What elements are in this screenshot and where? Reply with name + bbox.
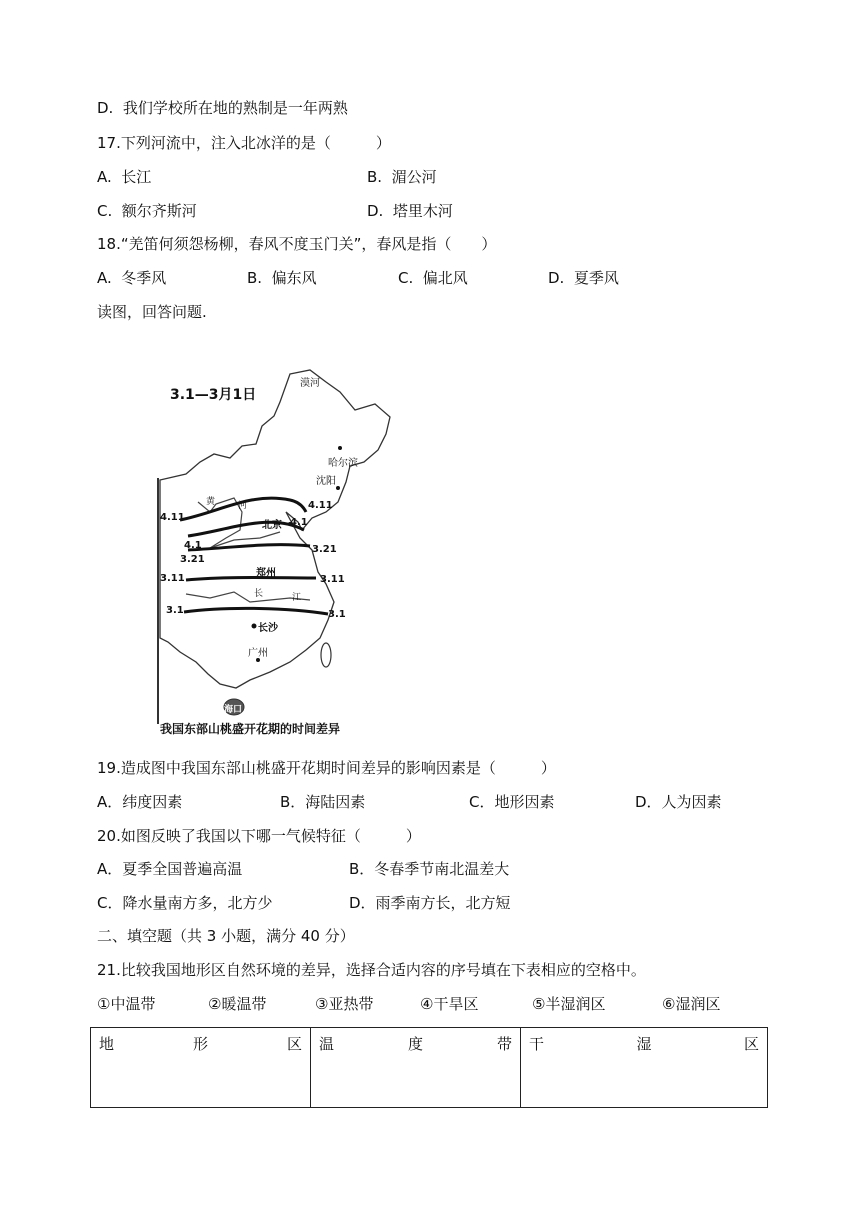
right-label-3-11: 3.11 bbox=[320, 574, 345, 585]
river-label-jiang: 江 bbox=[292, 593, 302, 603]
right-label-3-1: 3.1 bbox=[328, 609, 346, 620]
isoline-3-1 bbox=[184, 608, 328, 614]
table-header-row bbox=[91, 1028, 768, 1108]
q21-stem: 21.比较我国地形区自然环境的差异，选择合适内容的序号填在下表相应的空格中。 bbox=[97, 961, 646, 979]
map-date-range: 3.1—3月1日 bbox=[170, 387, 257, 403]
q19-option-b: B．海陆因素 bbox=[280, 793, 366, 811]
q21-answer-table bbox=[90, 1027, 768, 1108]
taiwan-island bbox=[321, 643, 331, 667]
river-label-he: 河 bbox=[238, 501, 248, 511]
header-char: 干 bbox=[529, 1035, 545, 1053]
q18-stem: 18.“羌笛何须怨杨柳，春风不度玉门关”，春风是指（ ） bbox=[97, 235, 497, 253]
harbin-dot bbox=[338, 446, 342, 450]
q16-option-d: D. 我们学校所在地的熟制是一年两熟 bbox=[97, 99, 348, 117]
left-label-3-1: 3.1 bbox=[166, 605, 184, 616]
q18-option-d: D. 夏季风 bbox=[548, 269, 619, 287]
right-label-3-21: 3.21 bbox=[312, 544, 337, 555]
q17-option-d: D. 塔里木河 bbox=[367, 202, 453, 220]
header-dry-wet-region bbox=[521, 1028, 768, 1108]
left-label-3-11: 3.11 bbox=[160, 573, 185, 584]
q20-option-a: A．夏季全国普遍高温 bbox=[97, 860, 243, 878]
q20-option-c: C．降水量南方多，北方少 bbox=[97, 894, 273, 912]
isoline-4-1 bbox=[188, 522, 304, 536]
shenyang-dot bbox=[336, 486, 340, 490]
map-caption: 我国东部山桃盛开花期的时间差异 bbox=[160, 722, 341, 736]
section-2-heading: 二、填空题（共 3 小题，满分 40 分） bbox=[97, 927, 355, 945]
city-haikou: 海口 bbox=[224, 705, 243, 715]
q21-choice-5: ⑤半湿润区 bbox=[532, 995, 606, 1013]
q21-choice-2: ②暖温带 bbox=[208, 995, 267, 1013]
header-char: 温 bbox=[319, 1035, 335, 1053]
changsha-dot bbox=[252, 624, 257, 629]
q21-choice-4: ④干旱区 bbox=[420, 995, 479, 1013]
header-char: 形 bbox=[192, 1035, 208, 1053]
q17-option-a: A. 长江 bbox=[97, 168, 152, 186]
isoline-3-21 bbox=[188, 545, 310, 550]
q17-option-b: B. 湄公河 bbox=[367, 168, 437, 186]
q18-option-b: B. 偏东风 bbox=[247, 269, 317, 287]
city-changsha: 长沙 bbox=[258, 623, 278, 634]
q21-choice-1: ①中温带 bbox=[97, 995, 156, 1013]
q18-option-c: C. 偏北风 bbox=[398, 269, 468, 287]
q21-choice-3: ③亚热带 bbox=[315, 995, 374, 1013]
left-label-3-21: 3.21 bbox=[180, 554, 205, 565]
city-beijing: 北京 bbox=[262, 520, 282, 531]
q17-stem: 17.下列河流中，注入北冰洋的是（ ） bbox=[97, 134, 391, 152]
q20-option-d: D．雨季南方长，北方短 bbox=[349, 894, 511, 912]
q20-stem: 20.如图反映了我国以下哪一气候特征（ ） bbox=[97, 827, 421, 845]
header-temperature-zone bbox=[311, 1028, 521, 1108]
left-label-4-11: 4.11 bbox=[160, 512, 185, 523]
q21-choice-6: ⑥湿润区 bbox=[662, 995, 721, 1013]
river-label-huang: 黄 bbox=[206, 497, 216, 507]
header-char: 区 bbox=[743, 1035, 759, 1053]
header-char: 地 bbox=[99, 1035, 115, 1053]
q19-option-d: D．人为因素 bbox=[635, 793, 722, 811]
q18-option-a: A. 冬季风 bbox=[97, 269, 167, 287]
header-landform-region bbox=[91, 1028, 311, 1108]
right-label-4-1: 4.1 bbox=[290, 517, 308, 528]
isoline-3-11 bbox=[186, 578, 316, 581]
header-char: 湿 bbox=[636, 1035, 652, 1053]
header-char: 区 bbox=[286, 1035, 302, 1053]
city-zhengzhou: 郑州 bbox=[256, 568, 276, 579]
header-char: 带 bbox=[496, 1035, 512, 1053]
q17-option-c: C. 额尔齐斯河 bbox=[97, 202, 197, 220]
river-label-chang: 长 bbox=[254, 589, 264, 599]
read-prompt: 读图，回答问题. bbox=[97, 303, 207, 321]
q20-option-b: B．冬春季节南北温差大 bbox=[349, 860, 510, 878]
city-guangzhou: 广州 bbox=[248, 648, 268, 659]
right-label-4-11: 4.11 bbox=[308, 500, 333, 511]
header-char: 度 bbox=[407, 1035, 423, 1053]
city-harbin: 哈尔滨 bbox=[328, 458, 358, 469]
city-mohe: 漠河 bbox=[300, 378, 320, 389]
q19-option-a: A．纬度因素 bbox=[97, 793, 183, 811]
left-label-4-1: 4.1 bbox=[184, 540, 202, 551]
city-shenyang: 沈阳 bbox=[316, 476, 336, 487]
q19-option-c: C．地形因素 bbox=[469, 793, 555, 811]
blossom-map-figure bbox=[150, 362, 400, 737]
q19-stem: 19.造成图中我国东部山桃盛开花期时间差异的影响因素是（ ） bbox=[97, 759, 556, 777]
